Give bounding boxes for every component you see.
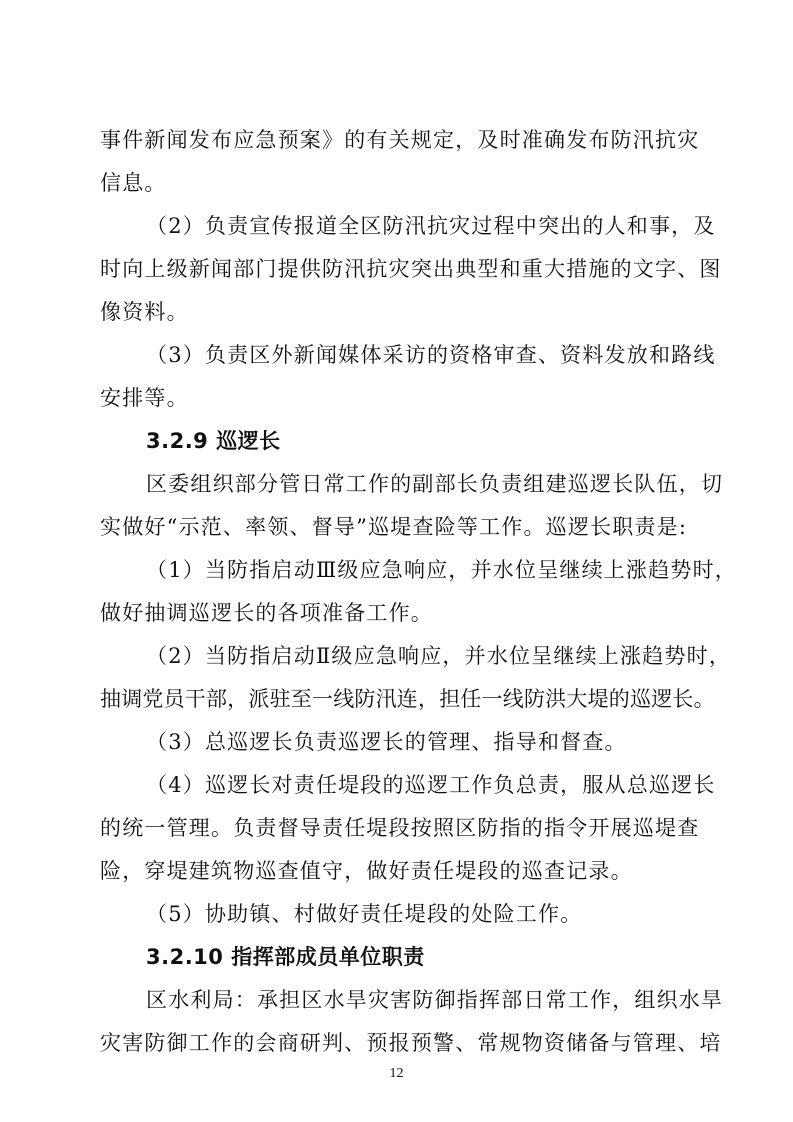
list-item-3-line: （3）总巡逻长负责巡逻长的管理、指导和督查。 xyxy=(146,730,627,754)
body-text-line: 险，穿堤建筑物巡查值守，做好责任堤段的巡查记录。 xyxy=(100,859,633,883)
body-text-line: 事件新闻发布应急预案》的有关规定，及时准确发布防汛抗灾 xyxy=(100,128,700,152)
body-text-line: 灾害防御工作的会商研判、预报预警、常规物资储备与管理、培 xyxy=(100,1031,722,1055)
list-item-4-line: （4）巡逻长对责任堤段的巡逻工作负总责，服从总巡逻长 xyxy=(146,773,716,797)
body-text-line: 区水利局：承担区水旱灾害防御指挥部日常工作，组织水旱 xyxy=(146,988,724,1012)
body-text-line: 实做好“示范、率领、督导”巡堤查险等工作。巡逻长职责是: xyxy=(100,515,688,539)
body-text-line: 像资料。 xyxy=(100,300,189,324)
body-text-line: 做好抽调巡逻长的各项准备工作。 xyxy=(100,601,433,625)
list-item-1-line: （1）当防指启动Ⅲ级应急响应，并水位呈继续上涨趋势时， xyxy=(146,558,738,582)
list-item-2-line: （2）当防指启动Ⅱ级应急响应，并水位呈继续上涨趋势时， xyxy=(146,644,732,668)
list-item-5-line: （5）协助镇、村做好责任堤段的处险工作。 xyxy=(146,902,583,926)
body-text-line: 时向上级新闻部门提供防汛抗灾突出典型和重大措施的文字、图 xyxy=(100,257,722,281)
body-text-line: 抽调党员干部，派驻至一线防汛连，担任一线防洪大堤的巡逻长。 xyxy=(100,687,715,711)
body-text-line: 安排等。 xyxy=(100,386,189,410)
body-text-line: 的统一管理。负责督导责任堤段按照区防指的指令开展巡堤查 xyxy=(100,816,700,840)
body-text-line: 区委组织部分管日常工作的副部长负责组建巡逻长队伍，切 xyxy=(146,472,724,496)
list-item-2-line: （2）负责宣传报道全区防汛抗灾过程中突出的人和事，及 xyxy=(146,214,716,238)
section-heading-3-2-9: 3.2.9 巡逻长 xyxy=(146,429,281,453)
list-item-3-line: （3）负责区外新闻媒体采访的资格审查、资料发放和路线 xyxy=(146,343,716,367)
section-heading-3-2-10: 3.2.10 指挥部成员单位职责 xyxy=(146,945,425,969)
page-number: 12 xyxy=(389,1066,404,1081)
body-text-line: 信息。 xyxy=(100,171,167,195)
